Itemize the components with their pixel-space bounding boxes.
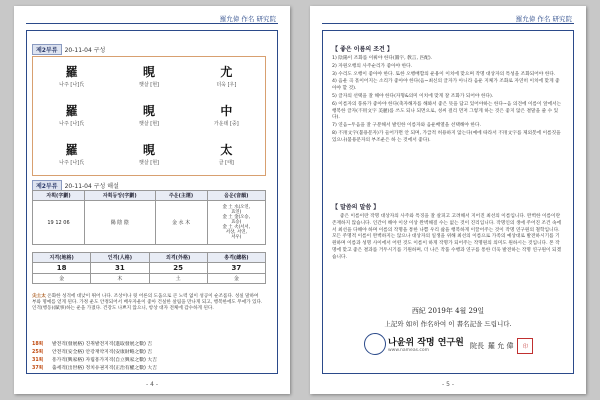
sign-title: 院長 bbox=[470, 342, 484, 350]
reading: 나주 [나]氏 bbox=[59, 160, 85, 166]
hanja: 羅 bbox=[65, 104, 78, 118]
org-name: 나윤위 작명 연구원 bbox=[388, 338, 464, 348]
reading: 클 [태] bbox=[218, 160, 234, 166]
annotation-text: 발전격(發展格) 진취발전지격(進取發展之數) 吉 bbox=[52, 342, 153, 347]
reading: 가운데 [중] bbox=[213, 121, 239, 127]
col-header: 지격(地格) bbox=[33, 253, 91, 263]
condition-item: 6) 이름자의 풍류가 좋아야 한다(축자해자를 해봐서 좋은 뜻을 담고 있어야하는 한다~음 의견에 이름이 앞에서는 행복한 글자(不用文字 美麗)를 쓰도 되나 되면으로, 성씨 걸리 먼저 그렇게 하는 것은 좋지 않은 결말을 줄 수 있다). bbox=[332, 101, 562, 121]
left-page bbox=[14, 6, 290, 394]
description bbox=[32, 294, 264, 312]
reading: 나주 [나]氏 bbox=[59, 121, 85, 127]
name-meta-row-3 bbox=[33, 159, 265, 166]
header-rule bbox=[26, 23, 278, 24]
main-luck-cell: 金 水 木 bbox=[155, 201, 207, 245]
condition-item: 3) 수리도 오행이 좋아야 한다. 또한 오행배합의 운용이 이치에 맞으며 작명 대상자의 특성을 조화되어야 한다. bbox=[332, 71, 556, 77]
annotation-row bbox=[32, 364, 264, 371]
col-header: 총격(總格) bbox=[207, 253, 265, 263]
element-cell: 木 bbox=[91, 274, 149, 284]
header-title: 羅允偉 作名 研究院 bbox=[515, 15, 572, 23]
description-label: 尖土太 bbox=[32, 294, 46, 299]
conditions-list bbox=[332, 56, 564, 146]
condition-item: 7) 연음~두음을 잘 구분해서 발린한 이름자와 음운배열을 선택해야 한다. bbox=[332, 123, 481, 129]
num-cell: 31 bbox=[91, 263, 149, 274]
reading: 햇살 [현] bbox=[139, 160, 159, 166]
document-date: 西紀 2019年 4월 29일 bbox=[411, 307, 485, 315]
name-meta-row-2 bbox=[33, 120, 265, 127]
num-cell: 18 bbox=[33, 263, 91, 274]
hanja: 晛 bbox=[142, 104, 155, 118]
hanja: 羅 bbox=[65, 143, 78, 157]
yinyang-cell: 陽 陰 陰 bbox=[85, 201, 156, 245]
closing-line: 上記와 如히 作名하여 이 書名記을 드립니다. bbox=[384, 320, 512, 328]
col-header: 자획(字劃) bbox=[33, 191, 85, 201]
col-header: 외격(外格) bbox=[149, 253, 207, 263]
header-title: 羅允偉 作名 研究院 bbox=[219, 15, 276, 23]
condition-item: 8) 不用文字(불용문자)가 들어가면 안 되며, 가급적 허용하지 않는다(예에 따라서 不用文字를 제외봇에 이름짓을 있으나(불용문자의 부조운은 하 는 것에서 좋다). bbox=[332, 130, 561, 143]
reading: 더욱 [우] bbox=[216, 82, 237, 88]
hanja: 尤 bbox=[220, 65, 233, 79]
annotation-text: 흥가격(興家格) 자립흥가지격(自立興家之數) 大吉 bbox=[52, 358, 158, 363]
sound-cell: 金 土 水(오연, 효연) 金 土 金(오승, 효승) 金 土 火(서서, 서상, 서연, 서우) bbox=[207, 201, 265, 245]
annotation-num: 18획 bbox=[32, 342, 44, 347]
hanja: 晛 bbox=[142, 143, 155, 157]
hanja: 羅 bbox=[65, 65, 78, 79]
annotation-row bbox=[32, 340, 264, 347]
annotation-num: 37획 bbox=[32, 366, 44, 371]
section-title-1 bbox=[32, 44, 105, 55]
col-header: 음운(音韻) bbox=[207, 191, 265, 201]
condition-item: 5) 글자의 선택을 잘 해야 한다(자형&의미 이치에 맞게 잘 조화가 되어야 한다). bbox=[332, 93, 494, 99]
conditions-heading: 【 좋은 이름의 조건 】 bbox=[332, 46, 393, 53]
condition-item: 2) 자원오행의 사주순리가 좋아야 한다. bbox=[332, 63, 413, 69]
reading: 햇살 [현] bbox=[139, 121, 159, 127]
reading: 나주 [나]氏 bbox=[59, 82, 85, 88]
seal-stamp: 印 bbox=[517, 338, 533, 354]
reading: 햇살 [현] bbox=[139, 82, 159, 88]
element-cell: 金 bbox=[207, 274, 265, 284]
section-date: 20-11-04 구성 해설 bbox=[64, 183, 119, 190]
section-tag: 제2부류 bbox=[32, 180, 62, 191]
closing-heading: 【 말씀의 말씀 】 bbox=[332, 204, 380, 211]
stroke-cell: 19 12 06 bbox=[33, 201, 85, 245]
col-header: 인격(人格) bbox=[91, 253, 149, 263]
element-cell: 土 bbox=[149, 274, 207, 284]
num-cell: 25 bbox=[149, 263, 207, 274]
annotation-row bbox=[32, 348, 264, 355]
name-row-1 bbox=[33, 63, 265, 80]
right-page bbox=[310, 6, 586, 394]
hanja: 中 bbox=[220, 104, 233, 118]
num-cell: 37 bbox=[207, 263, 265, 274]
page-number: - 5 - bbox=[442, 381, 454, 388]
annotation-row bbox=[32, 356, 264, 363]
condition-item: 1) 陰陽이 조화를 이뤄야 한다(圓字, 敎言, 匹配). bbox=[332, 56, 433, 61]
annotation-text: 안전격(安全格) 안강재약지격(安康財略之數) 吉 bbox=[52, 350, 153, 355]
closing-paragraph: 좋은 이름이란 작명 대상자의 사주와 특징을 잘 살피고 고려해서 지어진 최선의 이름입니다. 완벽한 이름이란 존재하지 않습니다. 인간이 해야 이상 이상 완벽해질 수는 없는 것이 진리입니다. 작명인의 생애 주어진 조건 속에서 최선을 다해야 하며 이름의 작명을 통한 나쁨 우리 삶을 행복하게 이끌어주는 것이 작명 연구원의 철학입니다. 모든 주명적 이름이 완벽하지는 않으나 대상자의 일생을 위해 최선의 이름으로 가족의 예상대로 발전하시기를 기원하며 이름과 성명 사이에서 어떤 것도 이름이 하게 작명가 되어주는 작명원의 의미도 원하시는 것입니다. 본 작명에 맞고 좋은 결과를 거두시기를 기원하며, 더 나은 작품 수행과 연구를 통한 더욱 발전하는 작명 연구원이 되겠습니다. bbox=[332, 214, 562, 260]
name-candidates-box bbox=[32, 56, 266, 176]
name-meta-row-1 bbox=[33, 81, 265, 88]
analysis-table-1 bbox=[32, 190, 266, 245]
annotation-num: 31획 bbox=[32, 358, 44, 363]
description-text: 온화한 성격에 대낮이 뛰어 나다. 조상이나 윗 어른의 도움으로 큰 노력 없이 성공이 순조롭다. 성실 말하여 부와 명예를 얻게 된다. 가정 운도 안정되어서 배우자운이 좋아 건실한 살림을 만나게 되고, 행복한에도 무애가 있다. 인격(행동)(賦事)하는 운을 가졌다. 건강도 나쁘지 않으니, 항상 대자 전체에 감수하게 된다. bbox=[32, 294, 263, 311]
hanja: 晛 bbox=[142, 65, 155, 79]
col-header: 주운(主運) bbox=[155, 191, 207, 201]
header-rule bbox=[322, 23, 574, 24]
col-header: 자획등앙(字劃) bbox=[85, 191, 156, 201]
name-row-3 bbox=[33, 141, 265, 158]
section-date: 20-11-04 구성 bbox=[64, 47, 106, 54]
element-cell: 金 bbox=[33, 274, 91, 284]
section-tag: 제2부류 bbox=[32, 44, 62, 55]
org-url: www.nameas.com bbox=[388, 348, 429, 353]
org-logo-icon bbox=[364, 333, 386, 355]
name-row-2 bbox=[33, 102, 265, 119]
sign-name: 羅 允 偉 bbox=[488, 342, 514, 350]
analysis-table-2 bbox=[32, 252, 266, 284]
annotation-num: 25획 bbox=[32, 350, 44, 355]
condition-item: 4) 음운 곡 흩이어지는 소리가 좋아야 한다(음~최신의 글자가 아니라 음운 지체가 조화로 자연히 이치에 맞게 좋아야 할 것). bbox=[332, 79, 560, 92]
hanja: 太 bbox=[220, 143, 233, 157]
annotation-text: 출세격(出世格) 정치유권지격(正治有權之數) 大吉 bbox=[52, 366, 158, 371]
signature bbox=[470, 338, 533, 354]
page-number: - 4 - bbox=[146, 381, 158, 388]
